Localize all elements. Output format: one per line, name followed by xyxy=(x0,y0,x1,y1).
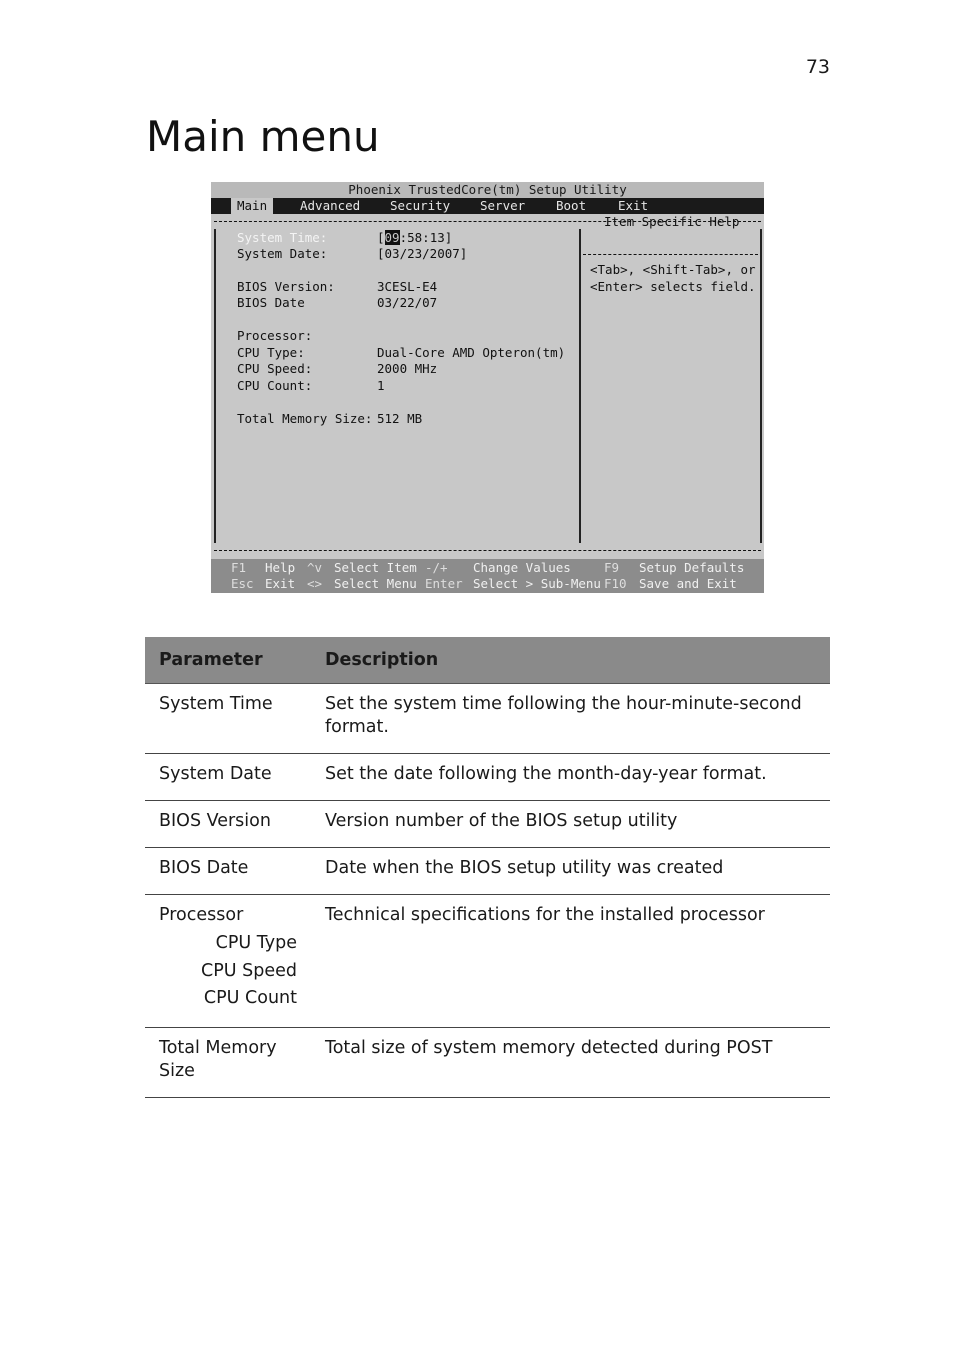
bios-key-plusminus: -/+ xyxy=(425,560,448,575)
desc-cell: Technical specifications for the installed processor xyxy=(311,895,830,1028)
bios-cpu-speed-label: CPU Speed: xyxy=(237,361,313,376)
table-header-row xyxy=(145,637,830,684)
header-description: Description xyxy=(311,637,830,684)
bios-key-enter: Enter xyxy=(425,576,463,591)
param-processor: Processor xyxy=(159,905,244,925)
bios-cpu-type-label: CPU Type: xyxy=(237,345,305,360)
param-cell: System Time xyxy=(145,684,311,754)
bios-menu-exit: Exit xyxy=(618,198,649,213)
bios-cpu-speed-value: 2000 MHz xyxy=(377,361,438,376)
table-row xyxy=(145,684,830,754)
bios-footer xyxy=(211,559,764,593)
bios-menu-boot: Boot xyxy=(556,198,587,213)
desc-cell: Date when the BIOS setup utility was created xyxy=(311,848,830,895)
bios-key-leftright: <> xyxy=(307,576,323,591)
bios-time-cursor: 09 xyxy=(384,230,400,245)
param-cell: Total Memory Size xyxy=(145,1027,311,1097)
param-cell: BIOS Date xyxy=(145,848,311,895)
bios-key-f1: F1 xyxy=(231,560,247,575)
bios-system-date-value: [03/23/2007] xyxy=(377,246,468,261)
param-cell: BIOS Version xyxy=(145,801,311,848)
desc-cell: Set the date following the month-day-year format. xyxy=(311,754,830,801)
bios-total-memory-label: Total Memory Size: xyxy=(237,411,373,426)
bios-divider xyxy=(579,229,581,543)
bios-cpu-type-value: Dual-Core AMD Opteron(tm) xyxy=(377,345,566,360)
bios-system-date-label: System Date: xyxy=(237,246,328,261)
bios-menu-advanced: Advanced xyxy=(300,198,361,213)
bios-screenshot xyxy=(211,182,764,593)
bios-cpu-count-value: 1 xyxy=(377,378,385,393)
bios-bottom-border xyxy=(214,550,761,551)
table-row xyxy=(145,848,830,895)
desc-cell: Set the system time following the hour-minute-second format. xyxy=(311,684,830,754)
bios-help-line1: <Tab>, <Shift-Tab>, or xyxy=(590,262,756,277)
bios-key-updown: ^v xyxy=(307,560,323,575)
bios-menu-main: Main xyxy=(231,198,273,214)
bios-menu-server: Server xyxy=(480,198,526,213)
bios-menu-security: Security xyxy=(390,198,451,213)
page-number: 73 xyxy=(805,56,830,78)
table-row xyxy=(145,895,830,1028)
bios-system-time-value: [09:58:13] xyxy=(377,230,453,245)
parameter-table xyxy=(145,637,830,1098)
bios-key-plusminus-text: Change Values xyxy=(473,560,571,575)
bios-key-esc-text: Exit xyxy=(265,576,296,591)
bios-right-border xyxy=(760,229,762,543)
param-cpu-type: CPU Type xyxy=(215,933,297,953)
bios-help-title: Item Specific Help xyxy=(604,214,740,229)
desc-cell: Total size of system memory detected during POST xyxy=(311,1027,830,1097)
param-cpu-count: CPU Count xyxy=(203,988,297,1008)
header-parameter: Parameter xyxy=(145,637,311,684)
bios-key-f9-text: Setup Defaults xyxy=(639,560,745,575)
table-row xyxy=(145,1027,830,1097)
bios-processor-label: Processor: xyxy=(237,328,313,343)
processor-sub-list xyxy=(159,930,297,1013)
bios-key-esc: Esc xyxy=(231,576,254,591)
bios-key-leftright-text: Select Menu xyxy=(334,576,417,591)
bios-left-border xyxy=(214,229,216,543)
desc-cell: Version number of the BIOS setup utility xyxy=(311,801,830,848)
bios-total-memory-value: 512 MB xyxy=(377,411,423,426)
bios-time-rest: :58:13 xyxy=(399,230,445,245)
bios-cpu-count-label: CPU Count: xyxy=(237,378,313,393)
bios-key-updown-text: Select Item xyxy=(334,560,417,575)
bios-help-divider xyxy=(583,254,758,255)
bios-date-value: 03/22/07 xyxy=(377,295,438,310)
bios-version-label: BIOS Version: xyxy=(237,279,335,294)
bios-key-f10: F10 xyxy=(604,576,627,591)
bios-system-time-label: System Time: xyxy=(237,230,328,245)
page-title: Main menu xyxy=(146,112,380,161)
table-row xyxy=(145,801,830,848)
bios-key-f10-text: Save and Exit xyxy=(639,576,737,591)
bios-date-label: BIOS Date xyxy=(237,295,305,310)
bios-body xyxy=(211,214,764,559)
bios-date-text: 03/23/2007 xyxy=(384,246,460,261)
bios-key-f9: F9 xyxy=(604,560,620,575)
param-cpu-speed: CPU Speed xyxy=(200,960,297,981)
bios-menubar xyxy=(211,198,764,214)
bios-key-enter-text: Select > Sub-Menu xyxy=(473,576,601,591)
bios-title: Phoenix TrustedCore(tm) Setup Utility xyxy=(211,182,764,198)
param-cell xyxy=(145,895,311,1028)
bios-version-value: 3CESL-E4 xyxy=(377,279,438,294)
table-row xyxy=(145,754,830,801)
bios-help-line2: <Enter> selects field. xyxy=(590,279,756,294)
bios-key-f1-text: Help xyxy=(265,560,296,575)
param-cell: System Date xyxy=(145,754,311,801)
